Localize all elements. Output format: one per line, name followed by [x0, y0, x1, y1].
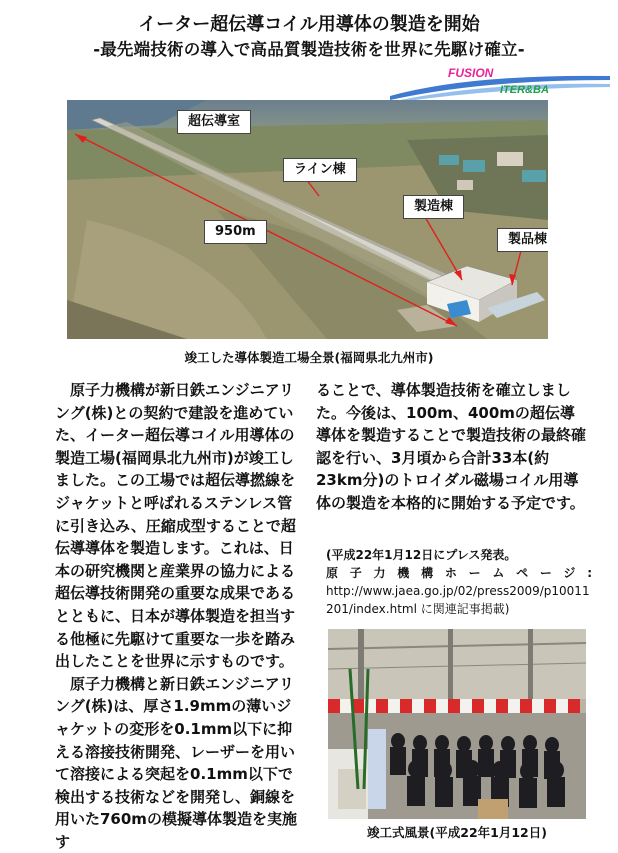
label-manufacturing-building: 製造棟 — [403, 195, 464, 219]
note-line-2: 原子力機構ホームページ: — [326, 566, 594, 580]
aerial-photo-illustration — [67, 100, 548, 339]
article-paragraph-1: 原子力機構が新日鉄エンジニアリング(株)との契約で建設を進めていた、イーター超伝導コイル用導体の製造工場(福岡県北九州市)が竣工しました。この工場では超伝導撚線をジャケットと呼ばれるステンレス管に引き込み、圧縮成型することで超伝導導体を製造します。これは、日本の研究機関と産業界の協力による超伝導技術開発の重要な成果であるとともに、日本が導体製造を担当する他極に先駆けて重要な一歩を踏み出したことを世界に示すものです。 — [55, 381, 296, 671]
label-product-building: 製品棟 — [497, 228, 548, 252]
article-paragraph-2-continued: ることで、導体製造技術を確立しました。今後は、100m、400mの超伝導導体を製造することで製造技術の最終確認を行い、3月頃から合計33本(約23km分)のトロイダル磁場コイル用導体の製造を本格的に開始する予定です。 — [316, 381, 587, 512]
article-column-left — [55, 379, 302, 853]
aerial-factory-photo — [67, 100, 548, 339]
label-superconducting-room: 超伝導室 — [177, 110, 251, 134]
note-line-1: (平成22年1月12日にプレス発表。 — [326, 548, 517, 562]
aerial-photo-caption: 竣工した導体製造工場全景(福岡県北九州市) — [184, 350, 434, 365]
ceremony-photo — [328, 629, 586, 819]
page-title: イーター超伝導コイル用導体の製造を開始 — [138, 14, 480, 35]
note-line-3-url: http://www.jaea.go.jp/02/press2009/p10011201/index.html に関連記事掲載) — [326, 584, 590, 616]
tag-fusion: FUSION — [448, 66, 494, 80]
article-paragraph-2: 原子力機構と新日鉄エンジニアリング(株)は、厚さ1.9mmの薄いジャケットの変形を0.1mm以下に抑える溶接技術開発、レーザーを用いて溶接による突起を0.1mm以下で検出する技術などを開発し、銅線を用いた760mの模擬導体製造を実施す — [55, 674, 297, 851]
article-column-right — [316, 379, 589, 515]
press-release-note — [326, 546, 594, 618]
ceremony-photo-illustration — [328, 629, 586, 819]
ceremony-photo-caption: 竣工式風景(平成22年1月12日) — [367, 825, 547, 840]
label-line-building: ライン棟 — [283, 158, 357, 182]
tag-iter-ba: ITER&BA — [500, 84, 549, 96]
page-subtitle: -最先端技術の導入で高品質製造技術を世界に先駆け確立- — [93, 40, 525, 59]
label-length-950m: 950m — [204, 220, 267, 244]
